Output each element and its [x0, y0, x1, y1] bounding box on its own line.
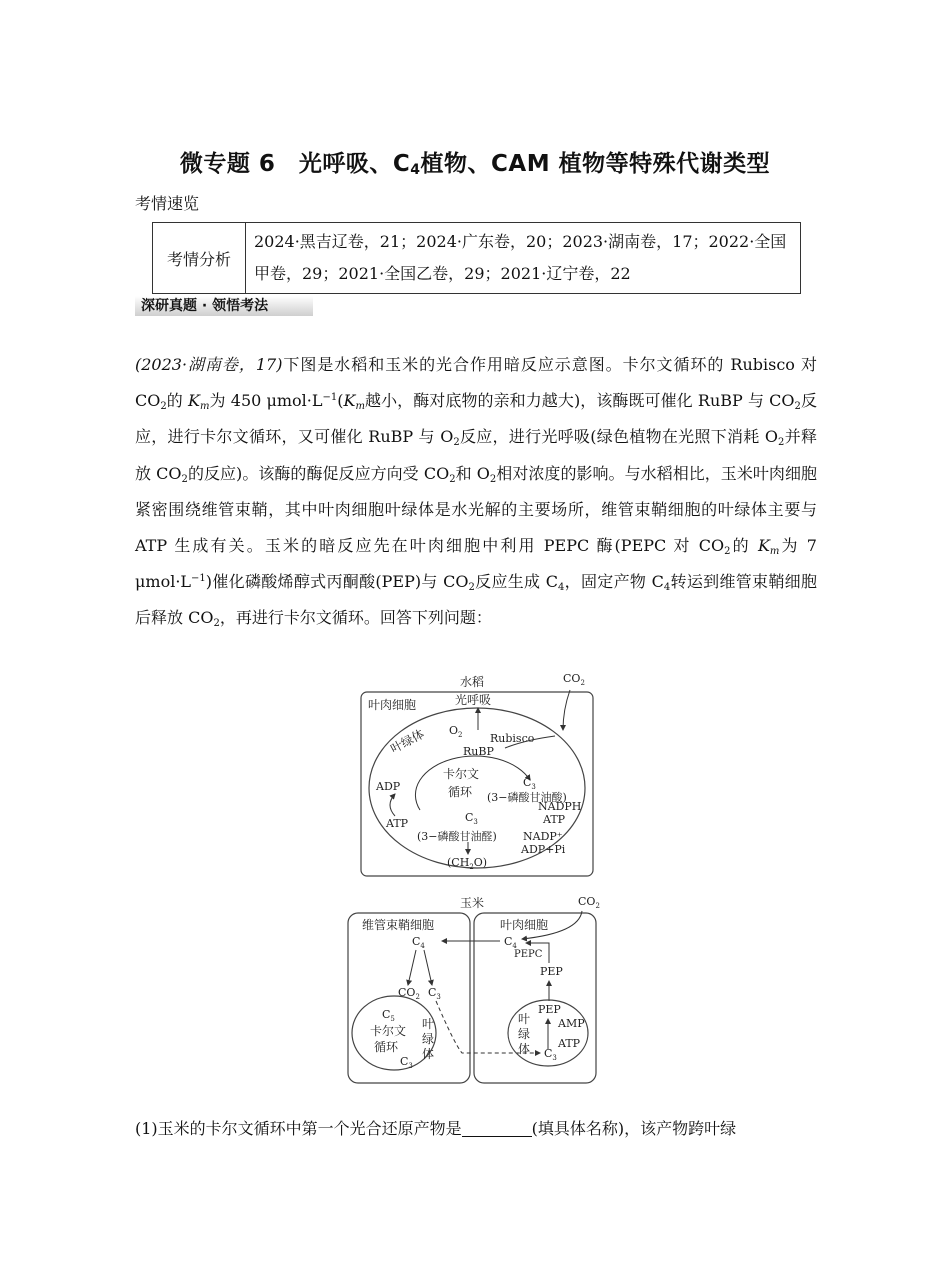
calvin2-label-1: 卡尔文: [370, 1024, 407, 1038]
section-banner: 深研真题 · 领悟考法: [135, 296, 313, 316]
rubp-label: RuBP: [463, 745, 494, 758]
c5-label: $C_5$: [382, 1008, 395, 1023]
answer-blank[interactable]: [462, 1120, 532, 1137]
nadp-label: NADP⁺: [523, 830, 563, 843]
co2-top-label-2: $CO_2$: [578, 895, 600, 910]
atp-label: ATP: [386, 817, 409, 830]
nadph-label: NADPH: [538, 800, 582, 813]
pepc-label: PEPC: [514, 949, 543, 960]
calvin2-label-2: 循环: [374, 1040, 399, 1054]
co2-in-arrow: [563, 690, 570, 730]
co2-bundle-label: $CO_2$: [398, 986, 420, 1001]
gald-label: (3−磷酸甘油醛): [417, 830, 497, 843]
rice-label: 水稻: [460, 675, 485, 689]
table-header-cell: 考情分析: [153, 223, 246, 293]
atp-label-2: ATP: [558, 1037, 581, 1050]
mesophyll-label-2: 叶肉细胞: [500, 918, 549, 932]
c3-inner-label: $C_3$: [400, 1055, 413, 1070]
c4-to-co2-arrow: [408, 950, 416, 985]
maize-c4-diagram: [344, 893, 606, 1088]
bundle-sheath-label: 维管束鞘细胞: [362, 918, 435, 932]
adp-label: ADP: [376, 780, 401, 793]
leaf-char-1: 叶: [422, 1017, 435, 1031]
ch2o-label: $(CH_2O)$: [447, 856, 488, 871]
green-char-2: 绿: [518, 1027, 531, 1041]
question-1: (1)玉米的卡尔文循环中第一个光合还原产物是 (填具体名称)，该产物跨叶绿: [135, 1119, 737, 1138]
c3-bundle-label: $C_3$: [428, 986, 441, 1001]
mesophyll-cell-label: 叶肉细胞: [368, 698, 417, 712]
leaf-char-2: 叶: [518, 1012, 531, 1026]
chloroplast-label: 叶绿体: [388, 726, 427, 757]
pep-label: PEP: [540, 965, 563, 978]
exam-info-table: [152, 222, 801, 294]
rice-dark-reaction-diagram: [355, 670, 600, 880]
page-title: 微专题 6 光呼吸、$C_4$植物、CAM 植物等特殊代谢类型: [179, 151, 771, 178]
overview-heading: 考情速览: [135, 194, 200, 213]
c3-mesophyll-label: $C_3$: [544, 1047, 557, 1062]
atp-adp-arrow: [390, 794, 395, 816]
calvin-label-1: 卡尔文: [443, 767, 480, 781]
c4-to-c3-arrow: [424, 950, 432, 985]
rubisco-label: Rubisco: [490, 732, 535, 745]
maize-label: 玉米: [460, 896, 485, 910]
c3-lower-label: $C_3$: [465, 811, 478, 826]
body-char-1: 体: [422, 1047, 435, 1061]
c3-label: $C_3$: [523, 776, 536, 791]
table-content-cell: 2024·黑吉辽卷，21；2024·广东卷，20；2023·湖南卷，17；2022·全国甲卷，29；2021·全国乙卷，29；2021·辽宁卷，22: [254, 232, 787, 283]
c4-left-label: $C_4$: [412, 935, 425, 950]
amp-label: AMP: [558, 1017, 585, 1030]
adppi-label: ADP+Pi: [521, 843, 566, 856]
co2-top-label: $CO_2$: [563, 672, 585, 687]
pga-label: (3−磷酸甘油酸): [487, 791, 567, 804]
calvin-label-2: 循环: [448, 785, 473, 799]
c4-right-label: $C_4$: [504, 935, 517, 950]
body-char-2: 体: [518, 1042, 531, 1056]
green-char-1: 绿: [422, 1032, 435, 1046]
question-paragraph: (2023·湖南卷，17)下图是水稻和玉米的光合作用暗反应示意图。卡尔文循环的 Rubisco 对 $CO_2$的 $K_m$为 450 $\mu mol\cdot L^{-1}(K_m$越小，酶对底物的亲和力越大)，该酶既可催化 RuBP 与 $CO_2$反应，进行卡尔文循环，又可催化 RuBP 与 $O_2$反应，进行光呼吸(绿色植物在光照下消耗 $O_2$并释放 $CO_2$的反应)。该酶的酶促反应方向受 $CO_2$和 $O_2$相对浓度的影响。与水稻相比，玉米叶肉细胞紧密围绕维管束鞘，其中叶肉细胞叶绿体是水光解的主要场所，维管束鞘细胞的叶绿体主要与 ATP 生成有关。玉米的暗反应先在叶肉细胞中利用 PEPC 酶(PEPC 对 $CO_2$的 $K_m$为 7 $\mu mol\cdot L^{-1}$)催化磷酸烯醇式丙酮酸(PEP)与 $CO_2$反应生成 $C_4$，固定产物 $C_4$转运到维管束鞘细胞后释放 $CO_2$，再进行卡尔文循环。回答下列问题：: [135, 355, 817, 630]
photorespiration-label: 光呼吸: [455, 693, 492, 707]
pep-inner-label: PEP: [538, 1003, 561, 1016]
atp2-label: ATP: [543, 813, 566, 826]
mesophyll-cell-2: [474, 913, 596, 1083]
o2-label: $O_2$: [449, 724, 463, 739]
